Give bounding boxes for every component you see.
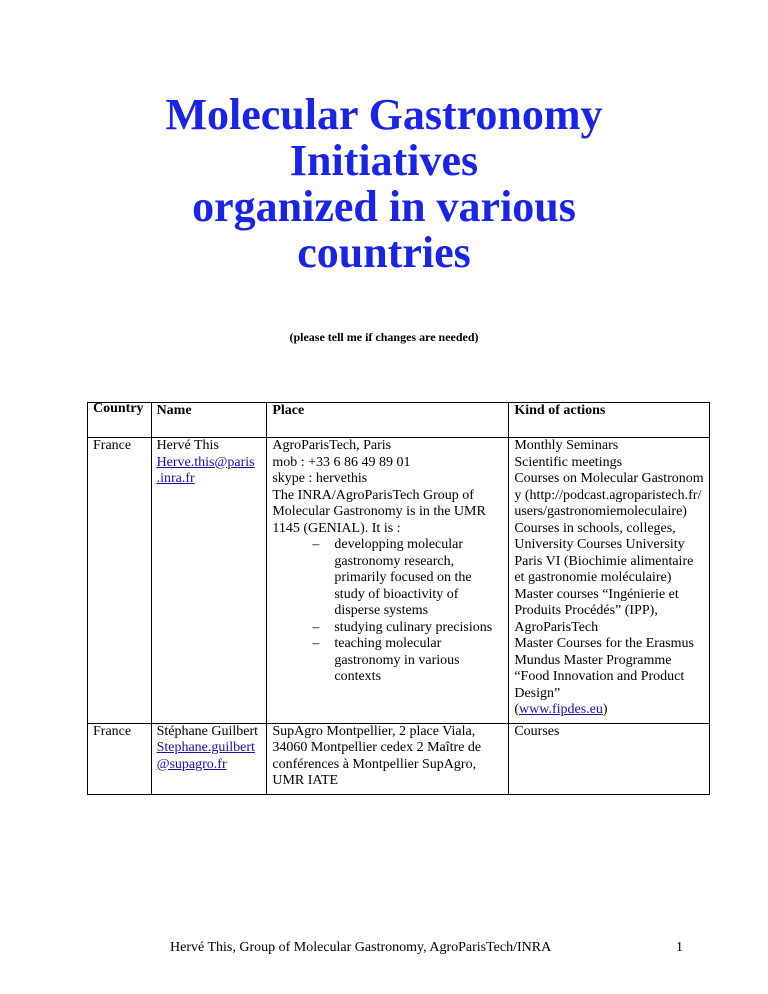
country-cell: France (88, 723, 152, 794)
email-link[interactable]: Herve.this@paris .inra.fr (156, 454, 255, 486)
fipdes-link[interactable]: www.fipdes.eu (519, 702, 603, 717)
email-link[interactable]: Stephane.guilbert @supagro.fr (156, 740, 255, 772)
title-line: organized in various (192, 182, 576, 231)
title-line: Molecular Gastronomy (165, 90, 603, 139)
action-link-line: (www.fipdes.eu) (514, 702, 608, 717)
actions-cell: Courses (509, 723, 710, 794)
person-name: Hervé This (156, 438, 219, 453)
table-row (88, 438, 710, 724)
title-line: countries (297, 228, 471, 277)
place-cell: SupAgro Montpellier, 2 place Viala, 34060 Montpellier cedex 2 Maître de conférences à Montpellier SupAgro, UMR IATE (267, 723, 509, 794)
header-country: Country (88, 403, 152, 438)
header-actions: Kind of actions (509, 403, 710, 438)
group-activities-list (272, 537, 503, 686)
action-line: Courses in schools, colleges, (514, 520, 676, 536)
person-name: Stéphane Guilbert (156, 723, 259, 739)
action-line: Master courses “Ingénierie et Produits Procédés” (IPP), AgroParisTech (514, 586, 679, 635)
header-name: Name (151, 403, 267, 438)
table-header-row (88, 403, 710, 438)
actions-cell (509, 438, 710, 724)
place-line: The INRA/AgroParisTech Group of Molecular Gastronomy is in the UMR 1145 (GENIAL). It is : (272, 487, 486, 536)
name-cell (151, 723, 267, 794)
country-cell: France (88, 438, 152, 724)
action-line: Monthly Seminars (514, 438, 619, 453)
initiatives-table (87, 402, 710, 795)
action-line: Scientific meetings (514, 454, 623, 470)
place-line: skype : hervethis (272, 471, 368, 486)
footer-text: Hervé This, Group of Molecular Gastronomy, AgroParisTech/INRA (170, 940, 552, 955)
table-row (88, 723, 710, 794)
header-place: Place (267, 403, 509, 438)
list-item: – developping molecular gastronomy research, primarily focused on the study of bioactivity of disperse systems (312, 537, 503, 620)
place-line: AgroParisTech, Paris (272, 438, 392, 453)
action-line: University Courses University Paris VI (Biochimie alimentaire et gastronomie moléculaire) (514, 537, 694, 585)
list-item: – studying culinary precisions (312, 620, 503, 637)
list-item: – teaching molecular gastronomy in various contexts (312, 636, 503, 686)
title-line: Initiatives (289, 136, 479, 185)
action-line: Courses on Molecular Gastronomy (http://podcast.agroparistech.fr/users/gastronomiemoleculaire) (514, 471, 704, 519)
action-line: Master Courses for the Erasmus Mundus Master Programme “Food Innovation and Product Design” (514, 636, 694, 701)
document-title (0, 92, 768, 276)
changes-note: (please tell me if changes are needed) (289, 330, 479, 344)
page-number: 1 (676, 940, 683, 955)
place-cell (267, 438, 509, 724)
place-line: mob : +33 6 86 49 89 01 (272, 454, 411, 470)
name-cell (151, 438, 267, 724)
